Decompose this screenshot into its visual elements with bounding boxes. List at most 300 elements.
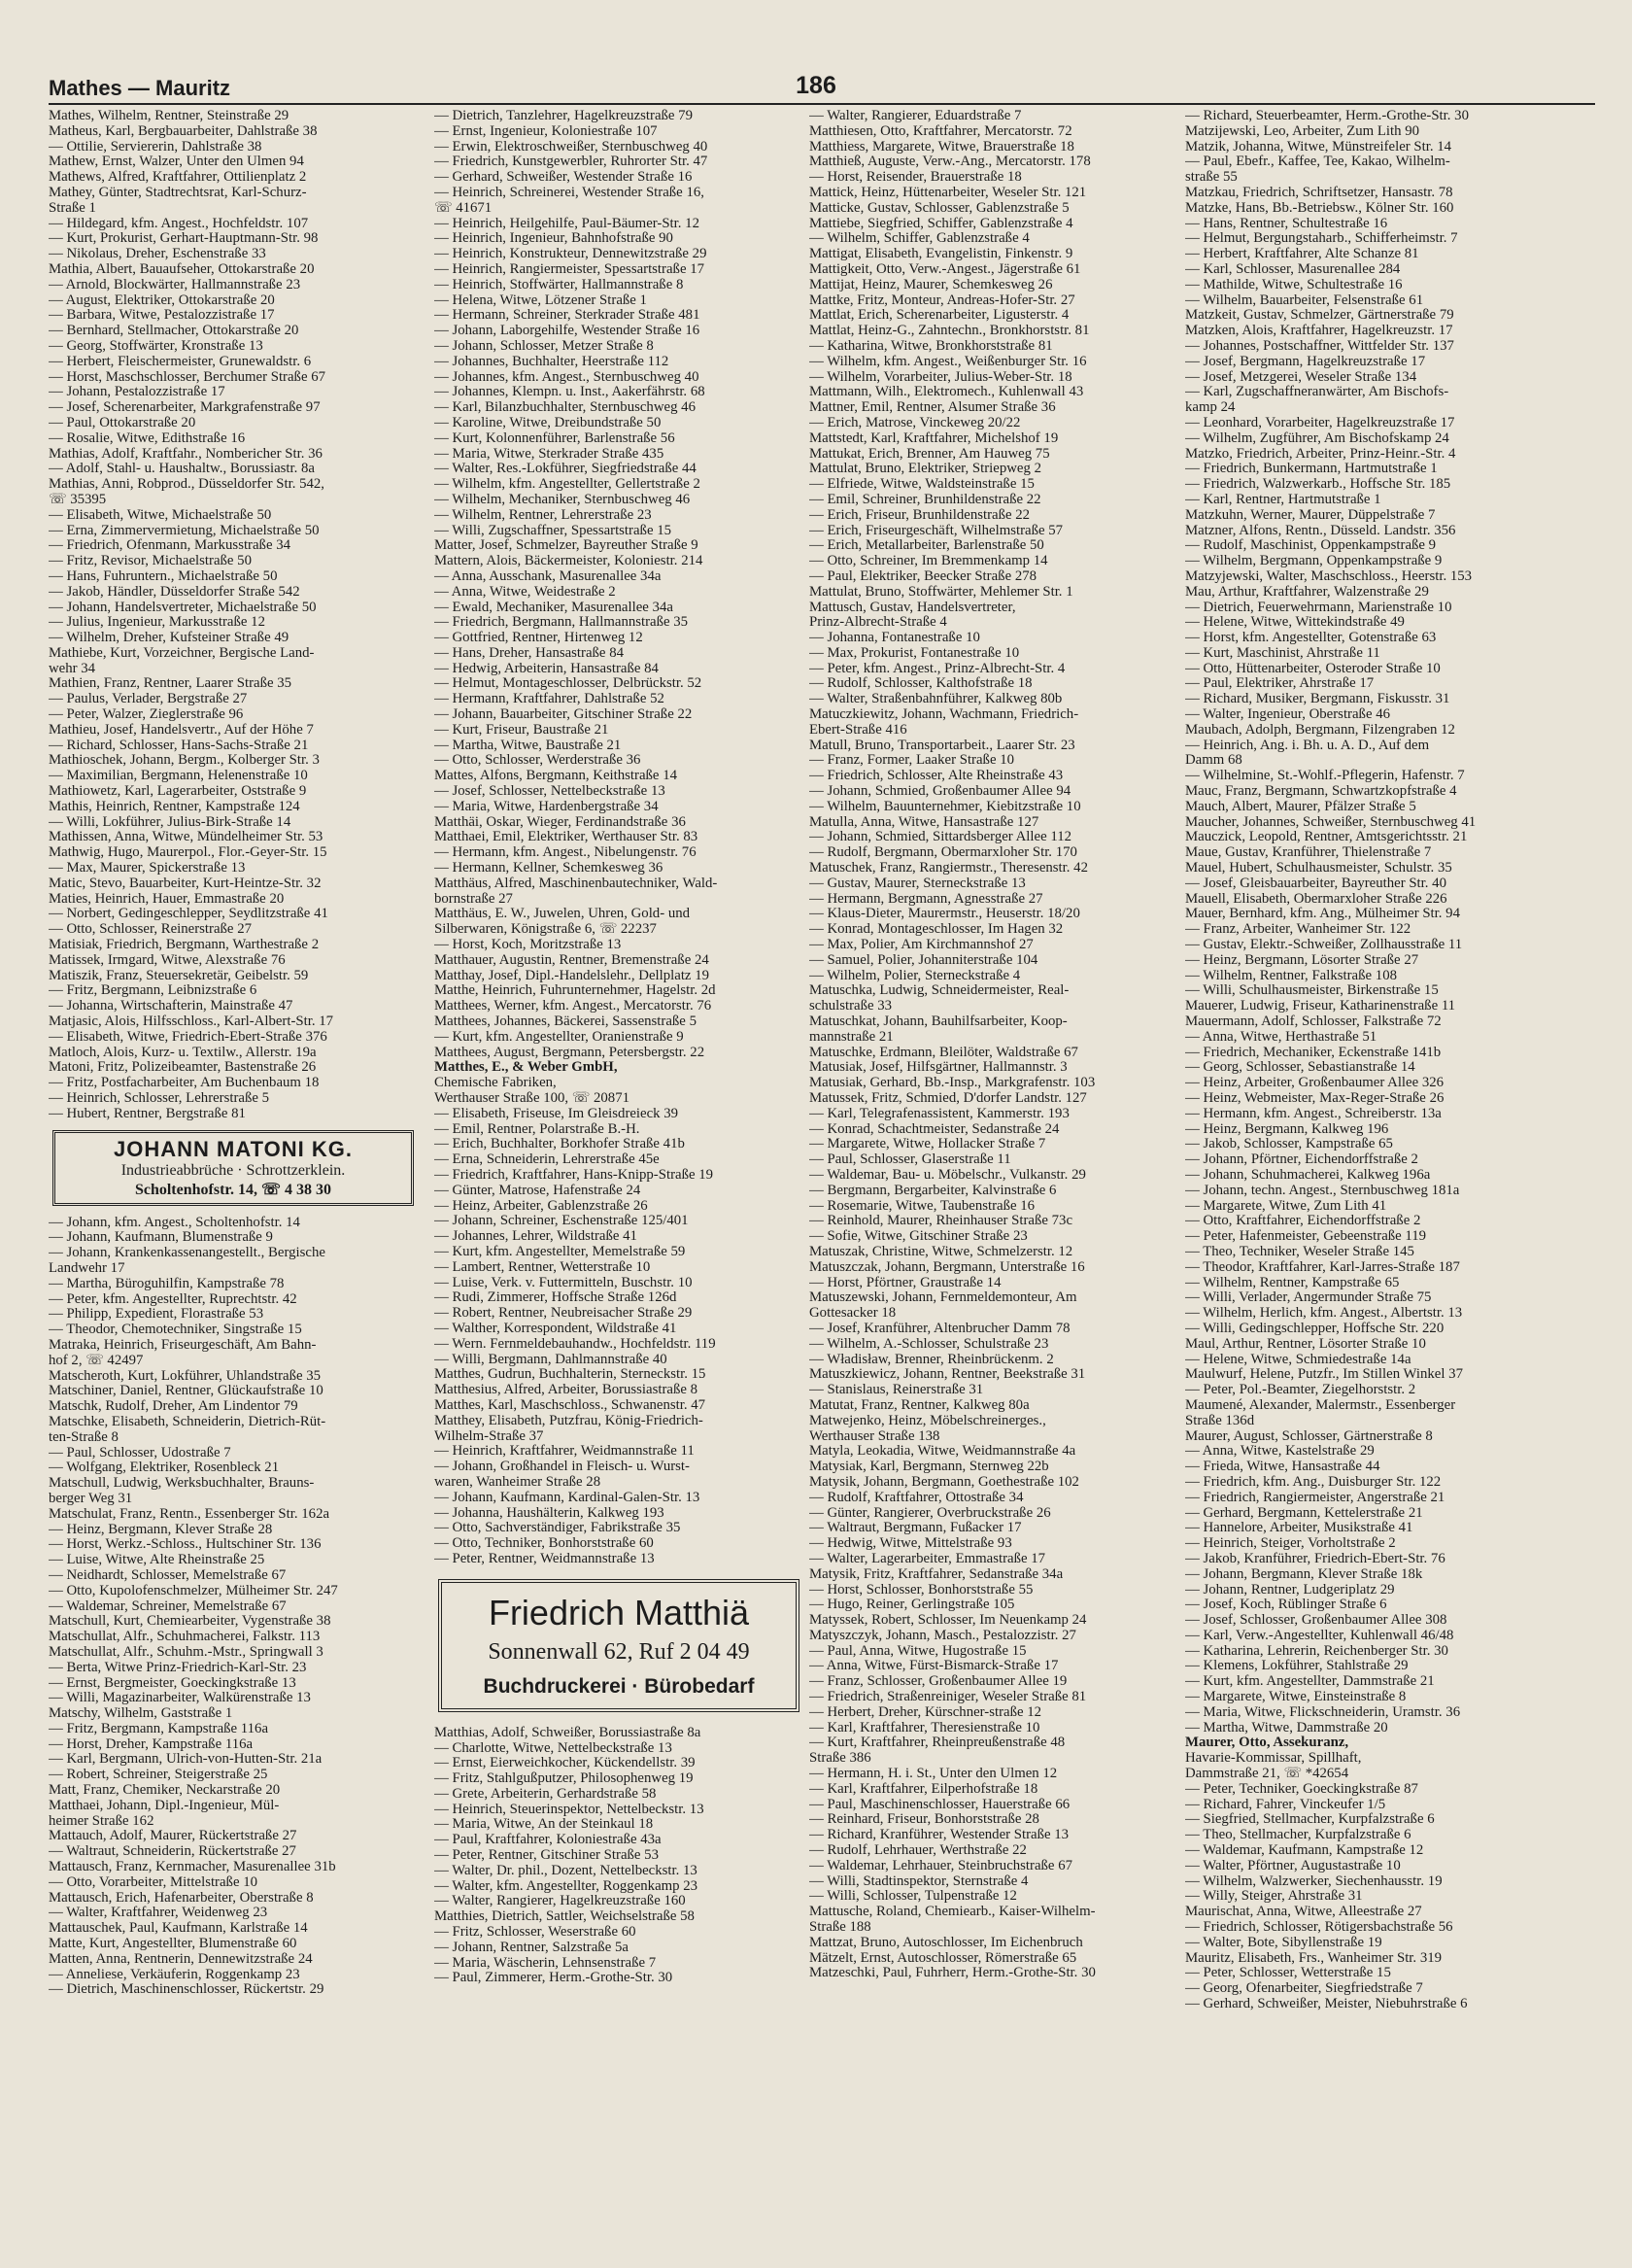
- directory-entry: — Sofie, Witwe, Gitschiner Straße 23: [809, 1229, 1028, 1245]
- directory-entry: — Gerhard, Bergmann, Kettelerstraße 21: [1185, 1505, 1423, 1521]
- directory-entry: — Maria, Witwe, Hardenbergstraße 34: [434, 799, 659, 814]
- directory-entry: — Georg, Ofenarbeiter, Siegfriedstraße 7: [1185, 1981, 1423, 1997]
- directory-entry: — Johannes, Buchhalter, Heerstraße 112: [434, 354, 669, 369]
- directory-entry: — Anna, Witwe, Herthastraße 51: [1185, 1029, 1377, 1045]
- directory-entry: — Hans, Fuhruntern., Michaelstraße 50: [49, 568, 278, 584]
- directory-entry: Maurischat, Anna, Witwe, Alleestraße 27: [1185, 1905, 1422, 1920]
- directory-entry: — Johannes, kfm. Angest., Sternbuschweg 40: [434, 369, 699, 385]
- directory-entry: — Kurt, kfm. Angestellter, Oranienstraße 9: [434, 1029, 684, 1045]
- directory-entry: Matussek, Fritz, Schmied, D'dorfer Landstr. 127: [809, 1091, 1087, 1106]
- directory-entry: — Karl, Telegrafenassistent, Kammerstr. 193: [809, 1106, 1070, 1121]
- directory-entry: Matthiess, Margarete, Witwe, Brauerstraße 18: [809, 139, 1074, 155]
- directory-entry: Chemische Fabriken,: [434, 1076, 557, 1091]
- directory-entry: Straße 1: [49, 200, 96, 216]
- directory-entry: mannstraße 21: [809, 1029, 894, 1045]
- directory-entry: Gottesacker 18: [809, 1306, 897, 1322]
- directory-entry: — Hedwig, Arbeiterin, Hansastraße 84: [434, 661, 659, 676]
- directory-entry: — Hildegard, kfm. Angest., Hochfeldstr. 107: [49, 216, 309, 231]
- directory-entry: — Emil, Schreiner, Brunhildenstraße 22: [809, 492, 1041, 507]
- directory-entry: Matthauer, Augustin, Rentner, Bremenstraße 24: [434, 952, 709, 968]
- directory-entry: — Friedrich, Straßenreiniger, Weseler Straße 81: [809, 1690, 1087, 1705]
- directory-entry: Matzkeit, Gustav, Schmelzer, Gärtnerstraße 79: [1185, 308, 1454, 324]
- directory-entry: — Helena, Witwe, Lötzener Straße 1: [434, 292, 647, 308]
- directory-entry: — Paul, Zimmerer, Herm.-Grothe-Str. 30: [434, 1971, 673, 1986]
- directory-entry: — Waldemar, Kaufmann, Kampstraße 12: [1185, 1843, 1424, 1859]
- directory-entry: — Fritz, Bergmann, Kampstraße 116a: [49, 1721, 269, 1736]
- directory-entry: — Helene, Witwe, Schmiedestraße 14a: [1185, 1352, 1411, 1367]
- column-2-entries-after-ad: [434, 1726, 803, 1987]
- directory-entry: Mauer, Bernhard, kfm. Ang., Mülheimer Str. 94: [1185, 907, 1460, 922]
- directory-entry: Matthe, Heinrich, Fuhrunternehmer, Hagelstr. 2d: [434, 983, 716, 999]
- directory-entry: — Johann, Pestalozzistraße 17: [49, 385, 225, 400]
- directory-entry: Matthes, E., & Weber GmbH,: [434, 1060, 618, 1076]
- directory-entry: — Neidhardt, Schlosser, Memelstraße 67: [49, 1567, 287, 1583]
- directory-entry: — Otto, Techniker, Bonhorststraße 60: [434, 1536, 654, 1552]
- directory-entry: — Karl, Kraftfahrer, Eilperhofstraße 18: [809, 1781, 1038, 1797]
- directory-entry: heimer Straße 162: [49, 1813, 154, 1829]
- directory-entry: — Johanna, Wirtschafterin, Mainstraße 47: [49, 999, 293, 1014]
- directory-entry: — Wilhelm, Bauunternehmer, Kiebitzstraße 10: [809, 799, 1081, 814]
- directory-entry: — Paul, Elektriker, Ahrstraße 17: [1185, 676, 1375, 692]
- directory-entry: — Otto, Hüttenarbeiter, Osteroder Straße 10: [1185, 661, 1441, 676]
- directory-entry: Matzke, Hans, Bb.-Betriebsw., Kölner Str. 160: [1185, 200, 1454, 216]
- directory-entry: Maubach, Adolph, Bergmann, Filzengraben 12: [1185, 722, 1455, 738]
- directory-entry: — Josef, Koch, Rüblinger Straße 6: [1185, 1598, 1387, 1613]
- directory-entry: Matschke, Elisabeth, Schneiderin, Dietrich-Rüt-: [49, 1414, 326, 1429]
- directory-entry: Matthes, Karl, Maschschloss., Schwanenstr. 47: [434, 1397, 706, 1413]
- directory-entry: — Heinrich, Schreinerei, Westender Straße 16,: [434, 185, 704, 200]
- directory-entry: — Walter, Bote, Sibyllenstraße 19: [1185, 1935, 1382, 1950]
- directory-entry: — Erich, Friseurgeschäft, Wilhelmstraße 57: [809, 523, 1064, 538]
- directory-entry: — Anna, Witwe, Fürst-Bismarck-Straße 17: [809, 1659, 1059, 1674]
- directory-entry: Matuszewski, Johann, Fernmeldemonteur, Am: [809, 1290, 1077, 1306]
- directory-entry: Mauc, Franz, Bergmann, Schwartzkopfstraße 4: [1185, 784, 1457, 800]
- ad-matthia-line1: Sonnenwall 62, Ruf 2 04 49: [488, 1638, 750, 1665]
- directory-entry: Matyssek, Robert, Schlosser, Im Neuenkamp 24: [809, 1613, 1087, 1629]
- directory-entry: Mätzelt, Ernst, Autoschlosser, Römerstraße 65: [809, 1950, 1077, 1966]
- directory-entry: — Wilhelm, Vorarbeiter, Julius-Weber-Str. 18: [809, 369, 1072, 385]
- directory-entry: — Johann, Schmied, Großenbaumer Allee 94: [809, 784, 1071, 800]
- directory-entry: Werthauser Straße 138: [809, 1428, 940, 1444]
- page-header: [49, 72, 1583, 101]
- directory-entry: — Walter, Res.-Lokführer, Siegfriedstraße 44: [434, 462, 697, 477]
- directory-entry: Mauritz, Elisabeth, Frs., Wanheimer Str. 319: [1185, 1950, 1443, 1966]
- directory-entry: — Nikolaus, Dreher, Eschenstraße 33: [49, 247, 266, 262]
- directory-entry: Mauerer, Ludwig, Friseur, Katharinenstraße 11: [1185, 999, 1456, 1014]
- directory-entry: — Heinrich, Kraftfahrer, Weidmannstraße 11: [434, 1444, 695, 1460]
- directory-entry: — Helmut, Bergungstaharb., Schifferheimstr. 7: [1185, 231, 1458, 247]
- directory-entry: — Ernst, Ingenieur, Koloniestraße 107: [434, 123, 658, 139]
- directory-entry: Mathieu, Josef, Handelsvertr., Auf der Höhe 7: [49, 722, 314, 738]
- column-2-entries: [434, 109, 803, 1567]
- directory-entry: — Erich, Metallarbeiter, Barlenstraße 50: [809, 538, 1044, 554]
- directory-entry: Prinz-Albrecht-Straße 4: [809, 615, 947, 631]
- directory-entry: — Stanislaus, Reinerstraße 31: [809, 1383, 984, 1398]
- directory-entry: — Willy, Steiger, Ahrstraße 31: [1185, 1889, 1363, 1905]
- directory-entry: — Max, Prokurist, Fontanestraße 10: [809, 645, 1020, 661]
- directory-entry: — Paul, Ottokarstraße 20: [49, 415, 196, 430]
- directory-entry: — Anneliese, Verkäuferin, Roggenkamp 23: [49, 1967, 300, 1982]
- directory-entry: — Elisabeth, Friseuse, Im Gleisdreieck 39: [434, 1106, 679, 1121]
- directory-entry: Mattner, Emil, Rentner, Alsumer Straße 36: [809, 400, 1056, 416]
- directory-entry: hof 2, ☏ 42497: [49, 1353, 144, 1368]
- directory-entry: Matter, Josef, Schmelzer, Bayreuther Straße 9: [434, 538, 698, 554]
- directory-entry: — Wilhelm, Herlich, kfm. Angest., Albertstr. 13: [1185, 1306, 1463, 1322]
- directory-entry: — Hermann, Bergmann, Agnesstraße 27: [809, 891, 1043, 907]
- directory-entry: — Johann, Pförtner, Eichendorffstraße 2: [1185, 1152, 1418, 1168]
- directory-entry: Mattusch, Gustav, Handelsvertreter,: [809, 600, 1016, 615]
- directory-entry: — Wilhelm, Walzwerker, Siechenhausstr. 19: [1185, 1873, 1443, 1889]
- directory-entry: — Waldemar, Bau- u. Möbelschr., Vulkanstr. 29: [809, 1167, 1086, 1183]
- directory-entry: — Siegfried, Stellmacher, Kurpfalzstraße 6: [1185, 1812, 1435, 1828]
- directory-entry: — Walter, Dr. phil., Dozent, Nettelbeckstr. 13: [434, 1863, 697, 1878]
- directory-entry: — Willi, Bergmann, Dahlmannstraße 40: [434, 1352, 667, 1367]
- directory-entry: — Władisław, Brenner, Rheinbrückenm. 2: [809, 1352, 1054, 1367]
- directory-entry: — Luise, Witwe, Alte Rheinstraße 25: [49, 1553, 265, 1568]
- directory-entry: bornstraße 27: [434, 891, 513, 907]
- directory-entry: — Walter, Lagerarbeiter, Emmastraße 17: [809, 1551, 1046, 1566]
- directory-entry: — Josef, Schlosser, Großenbaumer Allee 308: [1185, 1613, 1447, 1629]
- directory-entry: — Philipp, Expedient, Florastraße 53: [49, 1307, 264, 1323]
- directory-entry: Matyla, Leokadia, Witwe, Weidmannstraße 4a: [809, 1444, 1076, 1460]
- directory-entry: — Otto, Vorarbeiter, Mittelstraße 10: [49, 1874, 258, 1890]
- directory-entry: Mathes, Wilhelm, Rentner, Steinstraße 29: [49, 109, 289, 123]
- directory-entry: Matzner, Alfons, Rentn., Düsseld. Landstr. 356: [1185, 523, 1456, 538]
- header-range: Mathes — Mauritz: [49, 76, 231, 100]
- directory-entry: — Josef, Scherenarbeiter, Markgrafenstraße 97: [49, 400, 321, 416]
- directory-entry: Mathis, Heinrich, Rentner, Kampstraße 124: [49, 799, 300, 814]
- ad-johann-matoni: [52, 1130, 414, 1206]
- directory-entry: Mattusche, Roland, Chemiearb., Kaiser-Wilhelm-: [809, 1905, 1096, 1920]
- directory-entry: Mattausch, Erich, Hafenarbeiter, Oberstraße 8: [49, 1890, 314, 1906]
- directory-entry: Matysik, Johann, Bergmann, Goethestraße 102: [809, 1474, 1079, 1490]
- directory-entry: — Reinhard, Friseur, Bonhorststraße 28: [809, 1812, 1039, 1828]
- ad-matoni-name: JOHANN MATONI KG.: [114, 1136, 353, 1161]
- directory-entry: — Maria, Wäscherin, Lehnsenstraße 7: [434, 1955, 657, 1971]
- column-3-entries: [809, 109, 1178, 1981]
- directory-entry: Damm 68: [1185, 753, 1242, 769]
- directory-entry: Maucher, Johannes, Schweißer, Sternbuschweg 41: [1185, 814, 1477, 830]
- directory-entry: — Peter, kfm. Angestellter, Ruprechtstr. 42: [49, 1291, 297, 1307]
- directory-entry: ☏ 35395: [49, 492, 107, 507]
- directory-entry: — Hugo, Reiner, Gerlingstraße 105: [809, 1598, 1015, 1613]
- directory-entry: Mauermann, Adolf, Schlosser, Falkstraße 72: [1185, 1014, 1442, 1030]
- header-rule: [49, 103, 1595, 105]
- directory-entry: — Josef, Schlosser, Nettelbeckstraße 13: [434, 784, 665, 800]
- directory-entry: — Johann, Schmied, Sittardsberger Allee 112: [809, 830, 1071, 845]
- directory-entry: — Martha, Büroguhilfin, Kampstraße 78: [49, 1276, 285, 1291]
- directory-entry: Matzkau, Friedrich, Schriftsetzer, Hansastr. 78: [1185, 185, 1453, 200]
- directory-entry: — Anna, Witwe, Kastelstraße 29: [1185, 1444, 1375, 1460]
- directory-entry: — Erich, Friseur, Brunhildenstraße 22: [809, 507, 1031, 523]
- directory-entry: Matzijewski, Leo, Arbeiter, Zum Lith 90: [1185, 123, 1420, 139]
- directory-entry: — Johann, techn. Angest., Sternbuschweg 181a: [1185, 1183, 1460, 1198]
- directory-entry: Mattern, Alois, Bäckermeister, Koloniestr. 214: [434, 554, 703, 569]
- directory-entry: Matzkuhn, Werner, Maurer, Düppelstraße 7: [1185, 507, 1436, 523]
- directory-entry: — Willi, Schulhausmeister, Birkenstraße 15: [1185, 983, 1439, 999]
- directory-entry: — Theo, Techniker, Weseler Straße 145: [1185, 1244, 1414, 1259]
- directory-entry: Matraka, Heinrich, Friseurgeschäft, Am Bahn-: [49, 1337, 317, 1353]
- directory-entry: — Hans, Rentner, Schultestraße 16: [1185, 216, 1388, 231]
- directory-entry: — Waldemar, Lehrhauer, Steinbruchstraße 67: [809, 1858, 1072, 1873]
- ad-friedrich-matthia: [438, 1579, 799, 1712]
- directory-entry: Landwehr 17: [49, 1260, 125, 1276]
- directory-entry: Matuszczak, Johann, Bergmann, Unterstraße 16: [809, 1259, 1085, 1275]
- directory-entry: — Arnold, Blockwärter, Hallmannstraße 23: [49, 277, 301, 292]
- directory-entry: Mattlat, Heinz-G., Zahntechn., Bronkhorststr. 81: [809, 324, 1090, 339]
- directory-entry: — Paul, Kraftfahrer, Koloniestraße 43a: [434, 1833, 662, 1848]
- directory-entry: — Kurt, kfm. Angestellter, Memelstraße 59: [434, 1244, 686, 1259]
- directory-entry: — Wilhelm, Mechaniker, Sternbuschweg 46: [434, 492, 691, 507]
- directory-entry: Mattigat, Elisabeth, Evangelistin, Finkenstr. 9: [809, 247, 1073, 262]
- directory-entry: Matheus, Karl, Bergbauarbeiter, Dahlstraße 38: [49, 123, 318, 139]
- directory-entry: — Fritz, Stahlgußputzer, Philosophenweg 19: [434, 1771, 694, 1787]
- directory-entry: Matuschkat, Johann, Bauhilfsarbeiter, Koop-: [809, 1014, 1068, 1030]
- directory-entry: — Ernst, Eierweichkocher, Kückendellstr. 39: [434, 1756, 696, 1771]
- directory-entry: — Konrad, Schachtmeister, Sedanstraße 24: [809, 1121, 1060, 1137]
- directory-entry: — Maria, Witwe, An der Steinkaul 18: [434, 1817, 654, 1833]
- directory-entry: kamp 24: [1185, 400, 1236, 416]
- directory-entry: — Walter, Rangierer, Eduardstraße 7: [809, 109, 1022, 123]
- directory-entry: — Samuel, Polier, Johanniterstraße 104: [809, 952, 1038, 968]
- directory-entry: — Friedrich, Ofenmann, Markusstraße 34: [49, 538, 291, 554]
- directory-entry: — Gottfried, Rentner, Hirtenweg 12: [434, 631, 643, 646]
- directory-entry: — Kurt, Prokurist, Gerhart-Hauptmann-Str. 98: [49, 231, 319, 247]
- directory-entry: Matzeschki, Paul, Fuhrherr, Herm.-Grothe-Str. 30: [809, 1966, 1096, 1981]
- directory-entry: — Richard, Musiker, Bergmann, Fiskusstr. 31: [1185, 692, 1450, 707]
- directory-entry: — Horst, Pförtner, Graustraße 14: [809, 1275, 1002, 1290]
- directory-entry: — Georg, Stoffwärter, Kronstraße 13: [49, 338, 263, 354]
- directory-entry: — Johann, Kaufmann, Kardinal-Galen-Str. 13: [434, 1490, 700, 1505]
- directory-entry: Matthees, Johannes, Bäckerei, Sassenstraße 5: [434, 1014, 697, 1030]
- directory-entry: Matthees, August, Bergmann, Petersbergstr. 22: [434, 1045, 705, 1060]
- directory-entry: — Peter, Walzer, Zieglerstraße 96: [49, 707, 244, 723]
- directory-entry: Matthies, Dietrich, Sattler, Weichselstraße 58: [434, 1909, 695, 1925]
- directory-entry: — Margarete, Witwe, Zum Lith 41: [1185, 1198, 1387, 1214]
- directory-entry: Straße 188: [809, 1920, 871, 1936]
- directory-entry: Matten, Anna, Rentnerin, Dennewitzstraße 24: [49, 1951, 313, 1967]
- directory-entry: — Theo, Stellmacher, Kurpfalzstraße 6: [1185, 1828, 1411, 1843]
- directory-entry: — Franz, Arbeiter, Wanheimer Str. 122: [1185, 922, 1411, 938]
- directory-entry: — Richard, Fahrer, Vinckeufer 1/5: [1185, 1797, 1386, 1812]
- directory-entry: — Gerhard, Schweißer, Westender Straße 16: [434, 170, 693, 186]
- column-2: [434, 109, 803, 2247]
- directory-entry: — Johannes, Klempn. u. Inst., Aakerfährstr. 68: [434, 385, 705, 400]
- directory-entry: — Kurt, Friseur, Baustraße 21: [434, 722, 609, 738]
- directory-entry: — Klaus-Dieter, Maurermstr., Heuserstr. 18/20: [809, 907, 1080, 922]
- directory-entry: Mattmann, Wilh., Elektromech., Kuhlenwall 43: [809, 385, 1084, 400]
- directory-entry: Havarie-Kommissar, Spillhaft,: [1185, 1751, 1362, 1767]
- directory-entry: — Johann, Großhandel in Fleisch- u. Wurst-: [434, 1460, 690, 1475]
- directory-entry: Matschk, Rudolf, Dreher, Am Lindentor 79: [49, 1399, 298, 1415]
- directory-entry: — Franz, Schlosser, Großenbaumer Allee 19: [809, 1674, 1068, 1690]
- directory-entry: — Horst, kfm. Angestellter, Gotenstraße 63: [1185, 631, 1437, 646]
- directory-entry: — Wilhelm, Rentner, Falkstraße 108: [1185, 968, 1397, 983]
- directory-entry: — Johann, Schlosser, Metzer Straße 8: [434, 338, 654, 354]
- directory-entry: Matthäus, Alfred, Maschinenbautechniker, Wald-: [434, 876, 718, 891]
- directory-entry: — Rudi, Zimmerer, Hoffsche Straße 126d: [434, 1290, 677, 1306]
- directory-entry: Mathiebe, Kurt, Vorzeichner, Bergische Land-: [49, 645, 315, 661]
- directory-entry: — Peter, Hafenmeister, Gebeenstraße 119: [1185, 1229, 1427, 1245]
- directory-entry: — Paul, Anna, Witwe, Hugostraße 15: [809, 1643, 1027, 1659]
- directory-entry: — Herbert, Fleischermeister, Grunewaldstr. 6: [49, 354, 312, 369]
- directory-entry: Matschulat, Franz, Rentn., Essenberger Str. 162a: [49, 1506, 330, 1522]
- directory-entry: Matutat, Franz, Rentner, Kalkweg 80a: [809, 1397, 1030, 1413]
- directory-entry: Mathias, Anni, Robprod., Düsseldorfer Str. 542,: [49, 477, 325, 493]
- ad-matoni-line1: Industrieabbrüche · Schrottzerklein.: [120, 1161, 346, 1179]
- directory-entry: — Charlotte, Witwe, Nettelbeckstraße 13: [434, 1740, 672, 1756]
- directory-entry: — Heinrich, Steiger, Vorholtstraße 2: [1185, 1536, 1396, 1552]
- directory-entry: Matthaei, Emil, Elektriker, Werthauser Str. 83: [434, 830, 698, 845]
- directory-entry: Matuczkiewitz, Johann, Wachmann, Friedrich-: [809, 707, 1079, 723]
- directory-entry: — Margarete, Witwe, Hollacker Straße 7: [809, 1137, 1046, 1152]
- directory-entry: — Karoline, Witwe, Dreibundstraße 50: [434, 415, 662, 430]
- directory-entry: — Willi, Zugschaffner, Spessartstraße 15: [434, 523, 672, 538]
- directory-entry: — Heinrich, Schlosser, Lehrerstraße 5: [49, 1091, 270, 1106]
- directory-entry: Mathews, Alfred, Kraftfahrer, Ottilienplatz 2: [49, 170, 307, 186]
- directory-entry: — Konrad, Montageschlosser, Im Hagen 32: [809, 922, 1064, 938]
- directory-entry: Mauczick, Leopold, Rentner, Amtsgerichtsstr. 21: [1185, 830, 1468, 845]
- directory-entry: — Jakob, Kranführer, Friedrich-Ebert-Str. 76: [1185, 1551, 1445, 1566]
- directory-entry: — Josef, Kranführer, Altenbrucher Damm 78: [809, 1321, 1071, 1336]
- directory-entry: — Rudolf, Maschinist, Oppenkampstraße 9: [1185, 538, 1437, 554]
- directory-entry: — Fritz, Postfacharbeiter, Am Buchenbaum 18: [49, 1076, 320, 1091]
- directory-entry: — Johann, Handelsvertreter, Michaelstraße 50: [49, 600, 317, 615]
- directory-entry: — Johann, Bergmann, Klever Straße 18k: [1185, 1566, 1423, 1582]
- ad-matoni-line2: Scholtenhofstr. 14, ☏ 4 38 30: [134, 1181, 332, 1198]
- directory-entry: — Kurt, Maschinist, Ahrstraße 11: [1185, 645, 1380, 661]
- directory-entry: — Herbert, Dreher, Kürschner-straße 12: [809, 1704, 1042, 1720]
- directory-entry: Matzik, Johanna, Witwe, Münstreifeler Str. 14: [1185, 139, 1452, 155]
- directory-entry: — Gustav, Maurer, Sterneckstraße 13: [809, 876, 1026, 891]
- directory-entry: — Johann, Schuhmacherei, Kalkweg 196a: [1185, 1167, 1431, 1183]
- directory-entry: — Peter, Rentner, Gitschiner Straße 53: [434, 1848, 659, 1864]
- directory-entry: — Paul, Elektriker, Beecker Straße 278: [809, 568, 1037, 584]
- directory-entry: — Hermann, H. i. St., Unter den Ulmen 12: [809, 1767, 1058, 1782]
- directory-entry: — Heinz, Bergmann, Lösorter Straße 27: [1185, 952, 1419, 968]
- directory-entry: Straße 136d: [1185, 1413, 1255, 1428]
- directory-entry: — Günter, Matrose, Hafenstraße 24: [434, 1183, 641, 1198]
- directory-entry: — Kurt, kfm. Angestellter, Dammstraße 21: [1185, 1674, 1435, 1690]
- directory-entry: — Paul, Ebefr., Kaffee, Tee, Kakao, Wilhelm-: [1185, 155, 1450, 170]
- directory-entry: — Friedrich, Mechaniker, Eckenstraße 141b: [1185, 1045, 1442, 1060]
- directory-entry: — Otto, Sachverständiger, Fabrikstraße 35: [434, 1521, 681, 1536]
- directory-entry: — Friedrich, Walzwerkarb., Hoffsche Str. 185: [1185, 477, 1451, 493]
- directory-entry: — Heinz, Arbeiter, Gablenzstraße 26: [434, 1198, 648, 1214]
- directory-entry: — Friedrich, Bunkermann, Hartmutstraße 1: [1185, 462, 1438, 477]
- directory-entry: — Anna, Ausschank, Masurenallee 34a: [434, 568, 662, 584]
- directory-entry: Mattke, Fritz, Monteur, Andreas-Hofer-Str. 27: [809, 292, 1075, 308]
- directory-entry: — Willi, Schlosser, Tulpenstraße 12: [809, 1889, 1017, 1905]
- directory-entry: — Leonhard, Vorarbeiter, Hagelkreuzstraße 17: [1185, 415, 1455, 430]
- directory-entry: — Peter, Pol.-Beamter, Ziegelhorststr. 2: [1185, 1383, 1416, 1398]
- directory-entry: Mattzat, Bruno, Autoschlosser, Im Eichenbruch: [809, 1935, 1083, 1950]
- directory-entry: — Karl, Bilanzbuchhalter, Sternbuschweg 46: [434, 400, 696, 416]
- directory-entry: Matticke, Gustav, Schlosser, Gablenzstraße 5: [809, 200, 1070, 216]
- directory-entry: — Johann, Kaufmann, Blumenstraße 9: [49, 1230, 273, 1246]
- directory-entry: Mathias, Adolf, Kraftfahr., Nombericher Str. 36: [49, 446, 323, 462]
- directory-entry: — Bernhard, Stellmacher, Ottokarstraße 20: [49, 324, 299, 339]
- directory-entry: Matschy, Wilhelm, Gaststraße 1: [49, 1706, 233, 1722]
- ad-matthia-line2: Buchdruckerei · Bürobedarf: [483, 1674, 755, 1698]
- directory-entry: — Rudolf, Kraftfahrer, Ottostraße 34: [809, 1490, 1024, 1505]
- directory-entry: — Willi, Magazinarbeiter, Walkürenstraße 13: [49, 1691, 311, 1706]
- directory-entry: Matissek, Irmgard, Witwe, Alexstraße 76: [49, 952, 286, 968]
- directory-entry: — Karl, Rentner, Hartmutstraße 1: [1185, 492, 1381, 507]
- directory-entry: — Heinrich, Ingenieur, Bahnhofstraße 90: [434, 231, 673, 247]
- directory-entry: — Anna, Witwe, Weidestraße 2: [434, 584, 616, 600]
- directory-entry: Mathien, Franz, Rentner, Laarer Straße 35: [49, 676, 292, 692]
- directory-entry: Mau, Arthur, Kraftfahrer, Walzenstraße 29: [1185, 584, 1429, 600]
- directory-entry: Mathiowetz, Karl, Lagerarbeiter, Oststraße 9: [49, 784, 307, 800]
- directory-entry: — Walter, Kraftfahrer, Weidenweg 23: [49, 1906, 268, 1921]
- directory-entry: — Paul, Schlosser, Glaserstraße 11: [809, 1152, 1011, 1168]
- directory-entry: — Johanna, Haushälterin, Kalkweg 193: [434, 1505, 664, 1521]
- directory-entry: Mathew, Ernst, Walzer, Unter den Ulmen 94: [49, 155, 304, 170]
- directory-entry: — Grete, Arbeiterin, Gerhardstraße 58: [434, 1786, 657, 1802]
- directory-entry: Mathioschek, Johann, Bergm., Kolberger Str. 3: [49, 753, 320, 769]
- directory-entry: — Horst, Koch, Moritzstraße 13: [434, 938, 622, 953]
- directory-entry: Straße 386: [809, 1751, 871, 1767]
- directory-entry: — Wolfgang, Elektriker, Rosenbleck 21: [49, 1460, 280, 1476]
- directory-entry: — Otto, Schlosser, Reinerstraße 27: [49, 922, 252, 938]
- directory-entry: — Robert, Rentner, Neubreisacher Straße 29: [434, 1306, 693, 1322]
- directory-entry: Matthey, Elisabeth, Putzfrau, König-Friedrich-: [434, 1413, 703, 1428]
- directory-entry: — Rosemarie, Witwe, Taubenstraße 16: [809, 1198, 1036, 1214]
- directory-entry: Mathia, Albert, Bauaufseher, Ottokarstraße 20: [49, 261, 315, 277]
- directory-entry: — Maria, Witwe, Sterkrader Straße 435: [434, 446, 664, 462]
- column-1-entries: [49, 109, 418, 1122]
- directory-entry: — Wern. Fernmeldebauhandw., Hochfeldstr. 119: [434, 1336, 716, 1352]
- directory-entry: Mattigkeit, Otto, Verw.-Angest., Jägerstraße 61: [809, 261, 1081, 277]
- directory-entry: — Max, Maurer, Spickerstraße 13: [49, 861, 246, 876]
- directory-entry: Matysiak, Karl, Bergmann, Sternweg 22b: [809, 1460, 1049, 1475]
- directory-entry: — Hubert, Rentner, Bergstraße 81: [49, 1106, 246, 1121]
- directory-entry: — Dietrich, Feuerwehrmann, Marienstraße 10: [1185, 600, 1452, 615]
- directory-entry: Ebert-Straße 416: [809, 722, 907, 738]
- directory-entry: — Hermann, kfm. Angest., Nibelungenstr. 76: [434, 845, 697, 861]
- directory-entry: — Willi, Stadtinspektor, Sternstraße 4: [809, 1873, 1029, 1889]
- directory-entry: — Elisabeth, Witwe, Michaelstraße 50: [49, 507, 272, 523]
- directory-entry: Matzyjewski, Walter, Maschschloss., Heerstr. 153: [1185, 568, 1473, 584]
- directory-entry: — Walter, Pförtner, Augustastraße 10: [1185, 1858, 1401, 1873]
- directory-entry: — Richard, Schlosser, Hans-Sachs-Straße 21: [49, 738, 309, 753]
- directory-entry: — Wilhelm, Rentner, Lehrerstraße 23: [434, 507, 652, 523]
- directory-entry: — Heinz, Bergmann, Kalkweg 196: [1185, 1121, 1389, 1137]
- directory-entry: Matusiak, Gerhard, Bb.-Insp., Markgrafenstr. 103: [809, 1076, 1096, 1091]
- column-1-entries-after-ad: [49, 1216, 418, 1999]
- directory-entry: Silberwaren, Königstraße 6, ☏ 22237: [434, 922, 657, 938]
- directory-entry: Matusiak, Josef, Hilfsgärtner, Hallmannstr. 3: [809, 1060, 1068, 1076]
- directory-entry: — Walter, Straßenbahnführer, Kalkweg 80b: [809, 692, 1063, 707]
- directory-entry: — Hermann, Kraftfahrer, Dahlstraße 52: [434, 692, 664, 707]
- directory-entry: — Johann, kfm. Angest., Scholtenhofstr. 14: [49, 1215, 300, 1230]
- directory-entry: — Berta, Witwe Prinz-Friedrich-Karl-Str. 23: [49, 1660, 307, 1675]
- directory-entry: ☏ 41671: [434, 200, 493, 216]
- directory-entry: — Helene, Witwe, Wittekindstraße 49: [1185, 615, 1405, 631]
- directory-entry: straße 55: [1185, 170, 1238, 186]
- directory-entry: — Kurt, Kolonnenführer, Barlenstraße 56: [434, 430, 675, 446]
- directory-entry: — Martha, Witwe, Dammstraße 20: [1185, 1720, 1388, 1735]
- directory-entry: — Wilhelm, Schiffer, Gablenzstraße 4: [809, 231, 1030, 247]
- directory-entry: Mauel, Hubert, Schulhausmeister, Schulstr. 35: [1185, 861, 1452, 876]
- directory-entry: — Otto, Kupolofenschmelzer, Mülheimer Str. 247: [49, 1583, 338, 1598]
- directory-entry: — Horst, Werkz.-Schloss., Hultschiner Str. 136: [49, 1537, 322, 1553]
- directory-entry: — Waltraut, Schneiderin, Rückertstraße 27: [49, 1844, 296, 1860]
- directory-entry: — Gustav, Elektr.-Schweißer, Zollhausstraße 11: [1185, 938, 1463, 953]
- directory-entry: Matthees, Werner, kfm. Angest., Mercatorstr. 76: [434, 999, 712, 1014]
- directory-entry: — Katharina, Lehrerin, Reichenberger Str. 30: [1185, 1643, 1448, 1659]
